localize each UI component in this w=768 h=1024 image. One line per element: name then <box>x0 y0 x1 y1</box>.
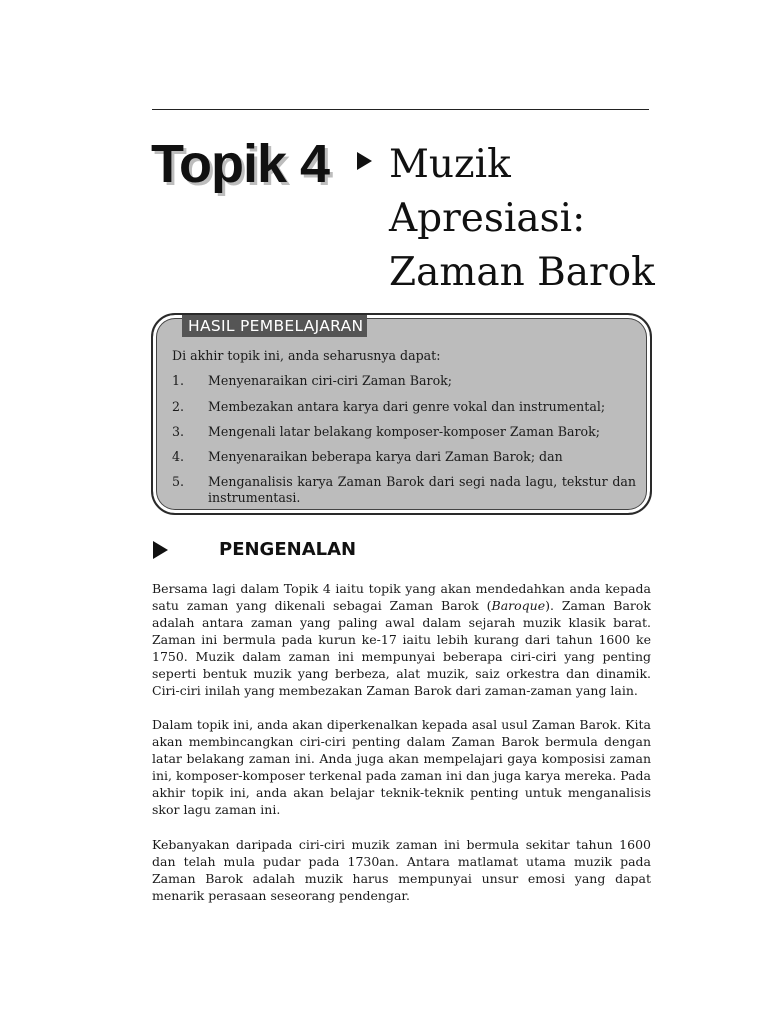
learning-outcomes-intro: Di akhir topik ini, anda seharusnya dapat: <box>172 348 441 363</box>
learning-outcome-item <box>172 399 636 415</box>
section-heading: PENGENALAN <box>219 539 357 560</box>
topic-number-label: Topik 4 <box>151 134 330 194</box>
chapter-title <box>389 138 655 300</box>
body-paragraph <box>152 580 651 699</box>
outcome-number: 5. <box>172 474 185 489</box>
outcome-text: Mengenali latar belakang komposer-komposer Zaman Barok; <box>208 424 600 439</box>
body-paragraph: Kebanyakan daripada ciri-ciri muzik zaman ini bermula sekitar tahun 1600 dan telah mula pudar pada 1730an. Antara matlamat utama muzik pada Zaman Barok adalah muzik harus mempunyai unsur emosi yang dapat menarik perasaan seseorang pendengar. <box>152 837 651 903</box>
learning-outcome-item <box>172 373 636 389</box>
body-paragraph: Dalam topik ini, anda akan diperkenalkan kepada asal usul Zaman Barok. Kita akan membincangkan ciri-ciri penting dalam Zaman Barok bermula dengan latar belakang zaman ini. Anda juga akan mempelajari gaya komposisi zaman ini, komposer-komposer terkenal pada zaman ini dan juga karya mereka. Pada akhir topik ini, anda akan belajar teknik-teknik penting untuk menganalisis skor lagu zaman ini. <box>152 717 651 817</box>
outcome-number: 2. <box>172 399 185 414</box>
title-arrow-icon <box>357 152 372 170</box>
top-rule <box>152 109 649 110</box>
section-arrow-icon <box>153 541 168 559</box>
learning-outcome-item <box>172 474 636 506</box>
chapter-title-line: Muzik <box>389 142 511 187</box>
learning-outcome-item <box>172 449 636 465</box>
italic-term: Baroque <box>491 598 546 613</box>
outcome-text: Menyenaraikan beberapa karya dari Zaman Barok; dan <box>208 449 563 464</box>
outcome-number: 4. <box>172 449 185 464</box>
outcome-number: 1. <box>172 373 185 388</box>
chapter-title-line: Zaman Barok <box>389 250 655 295</box>
outcome-text: Menyenaraikan ciri-ciri Zaman Barok; <box>208 373 453 388</box>
learning-outcomes-heading: HASIL PEMBELAJARAN <box>182 315 367 337</box>
outcome-text: Membezakan antara karya dari genre vokal dan instrumental; <box>208 399 606 414</box>
paragraph-text: ). Zaman Barok adalah antara zaman yang paling awal dalam sejarah muzik klasik barat. Zaman ini bermula pada kurun ke-17 iaitu lebih kurang dari tahun 1600 ke 1750. Muzik dalam zaman ini mempunyai beberapa ciri-ciri yang penting seperti bentuk muzik yang berbeza, alat muzik, saiz orkestra dan dinamik. Ciri-ciri inilah yang membezakan Zaman Barok dari zaman-zaman yang lain. <box>152 598 651 698</box>
learning-outcome-item <box>172 424 636 440</box>
outcome-text: Menganalisis karya Zaman Barok dari segi nada lagu, tekstur dan instrumentasi. <box>208 474 636 505</box>
outcome-number: 3. <box>172 424 185 439</box>
chapter-title-line: Apresiasi: <box>389 196 586 241</box>
paragraph-text: Bersama lagi dalam Topik 4 iaitu topik yang akan mendedahkan anda kepada satu zaman yang dikenali sebagai Zaman Barok ( <box>152 581 651 613</box>
